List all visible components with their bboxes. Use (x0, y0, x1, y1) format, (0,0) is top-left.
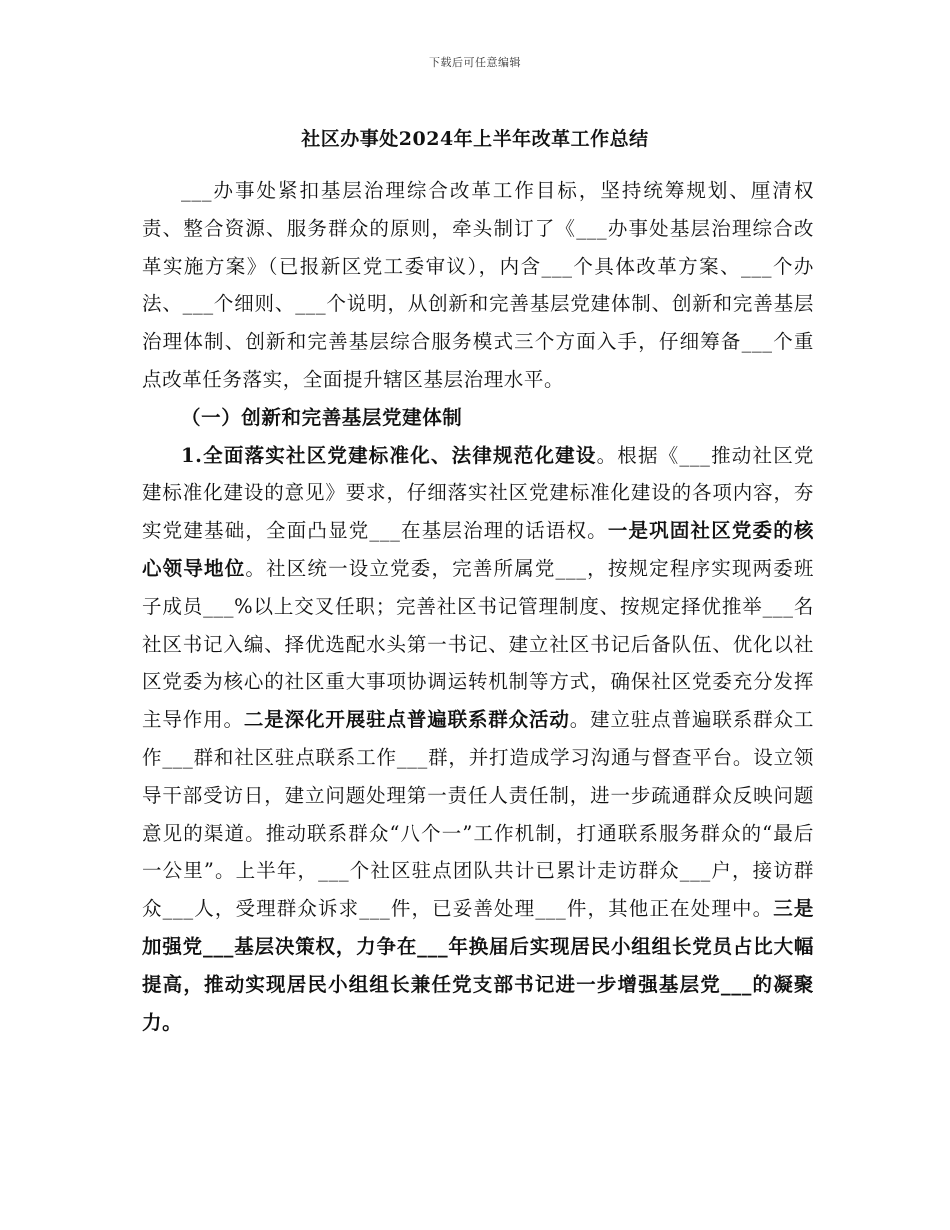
document-body (142, 172, 814, 1041)
page-header-note: 下载后可任意编辑 (429, 56, 521, 69)
point-3-text: 三是加强党___基层决策权，力争在___年换届后实现居民小组组长党员占比大幅提高，推动实现居民小组组长兼任党支部书记进一步增强基层党___的凝聚力。 (142, 897, 814, 1034)
item-1-paragraph (142, 437, 814, 1042)
point-2-heading: 二是深化开展驻点普遍联系群众活动 (243, 708, 570, 732)
point-1-heading: 一是巩固社区党委的核心领导地位 (142, 519, 814, 580)
document-title: 社区办事处2024年上半年改革工作总结 (301, 128, 649, 150)
item-1-text-1: 。根据《___推动社区党建标准化建设的意见》要求，仔细落实社区党建标准化建设的各项内容，夯实党建基础，全面凸显党___在基层治理的话语权。 (142, 443, 814, 543)
intro-paragraph: ___办事处紧扣基层治理综合改革工作目标，坚持统筹规划、厘清权责、整合资源、服务群众的原则，牵头制订了《___办事处基层治理综合改革实施方案》（已报新区党工委审议），内含___个具体改革方案、___个办法、___个细则、___个说明，从创新和完善基层党建体制、创新和完善基层治理体制、创新和完善基层综合服务模式三个方面入手，仔细筹备___个重点改革任务落实，全面提升辖区基层治理水平。 (142, 179, 814, 391)
item-1-text-2: 。社区统一设立党委，完善所属党___，按规定程序实现两委班子成员___%以上交叉任职；完善社区书记管理制度、按规定择优推举___名社区书记入编、择优选配水头第一书记、建立社区书记后备队伍、优化以社区党委为核心的社区重大事项协调运转机制等方式，确保社区党委充分发挥主导作用。 (142, 556, 814, 732)
item-1-text-3: 。建立驻点普遍联系群众工作___群和社区驻点联系工作___群，并打造成学习沟通与督查平台。设立领导干部受访日，建立问题处理第一责任人责任制，进一步疏通群众反映问题意见的渠道。推动联系群众“八个一”工作机制，打通联系服务群众的“最后一公里”。上半年，___个社区驻点团队共计已累计走访群众___户，接访群众___人，受理群众诉求___件，已妥善处理___件，其他正在处理中。 (142, 708, 814, 921)
section-heading: （一）创新和完善基层党建体制 (181, 405, 463, 429)
item-1-heading: 1.全面落实社区党建标准化、法律规范化建设 (181, 443, 597, 467)
